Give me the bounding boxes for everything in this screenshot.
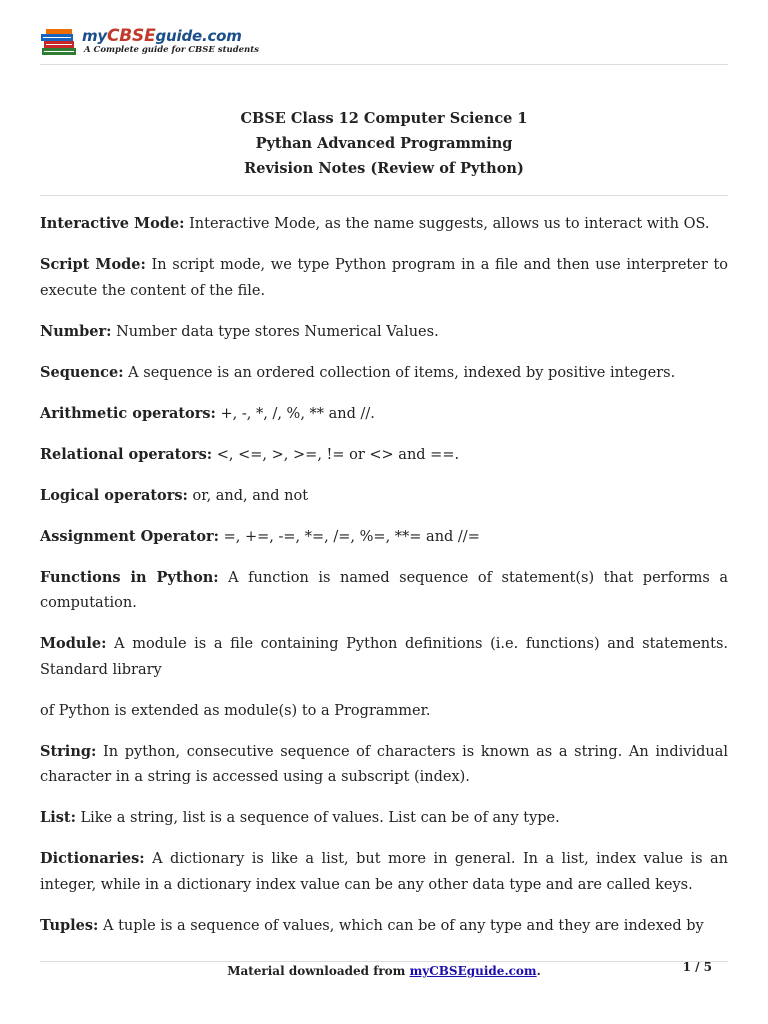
note-module: Module: A module is a file containing Python definitions (i.e. functions) and statements. Standard library bbox=[40, 635, 728, 678]
footer-link[interactable]: myCBSEguide.com bbox=[409, 964, 537, 978]
note-assignment-operator: Assignment Operator: =, +=, -=, *=, /=, %=, **= and //= bbox=[40, 527, 480, 545]
notes-body bbox=[40, 211, 728, 954]
note-tuples: Tuples: A tuple is a sequence of values, which can be of any type and they are indexed by bbox=[40, 916, 704, 934]
document-title bbox=[40, 106, 728, 196]
note-string: String: In python, consecutive sequence of characters is known as a string. An individual character in a string is accessed using a subscript (index). bbox=[40, 742, 728, 785]
page-footer bbox=[40, 962, 728, 982]
logo-wordmark: myCBSEguide.com bbox=[82, 26, 242, 46]
note-interactive-mode: Interactive Mode: Interactive Mode, as the name suggests, allows us to interact with OS. bbox=[40, 215, 710, 232]
title-line-1: CBSE Class 12 Computer Science 1 bbox=[240, 110, 528, 127]
note-script-mode: Script Mode: In script mode, we type Python program in a file and then use interpreter to execute the content of the file. bbox=[40, 256, 728, 299]
note-module-continued: of Python is extended as module(s) to a Programmer. bbox=[40, 702, 431, 719]
note-functions: Functions in Python: A function is named sequence of statement(s) that performs a computation. bbox=[40, 568, 728, 611]
note-relational-operators: Relational operators: <, <=, >, >=, != or <> and ==. bbox=[40, 445, 460, 463]
logo-tagline: A Complete guide for CBSE students bbox=[84, 45, 259, 55]
books-stack-icon bbox=[40, 28, 80, 58]
note-arithmetic-operators: Arithmetic operators: +, -, *, /, %, ** and //. bbox=[40, 404, 375, 422]
footer-source: Material downloaded from myCBSEguide.com. bbox=[227, 964, 541, 978]
title-line-3: Revision Notes (Review of Python) bbox=[244, 160, 524, 177]
note-dictionaries: Dictionaries: A dictionary is like a list, but more in general. In a list, index value is an integer, while in a dictionary index value can be any other data type and are called keys. bbox=[40, 850, 728, 893]
note-number: Number: Number data type stores Numerical Values. bbox=[40, 322, 439, 340]
page-header bbox=[40, 22, 728, 65]
title-line-2: Pythan Advanced Programming bbox=[255, 135, 513, 152]
site-logo[interactable] bbox=[40, 26, 260, 60]
page-number: 1 / 5 bbox=[682, 960, 712, 974]
note-logical-operators: Logical operators: or, and, and not bbox=[40, 486, 309, 504]
note-sequence: Sequence: A sequence is an ordered collection of items, indexed by positive integers. bbox=[40, 363, 676, 381]
note-list: List: Like a string, list is a sequence of values. List can be of any type. bbox=[40, 809, 560, 826]
